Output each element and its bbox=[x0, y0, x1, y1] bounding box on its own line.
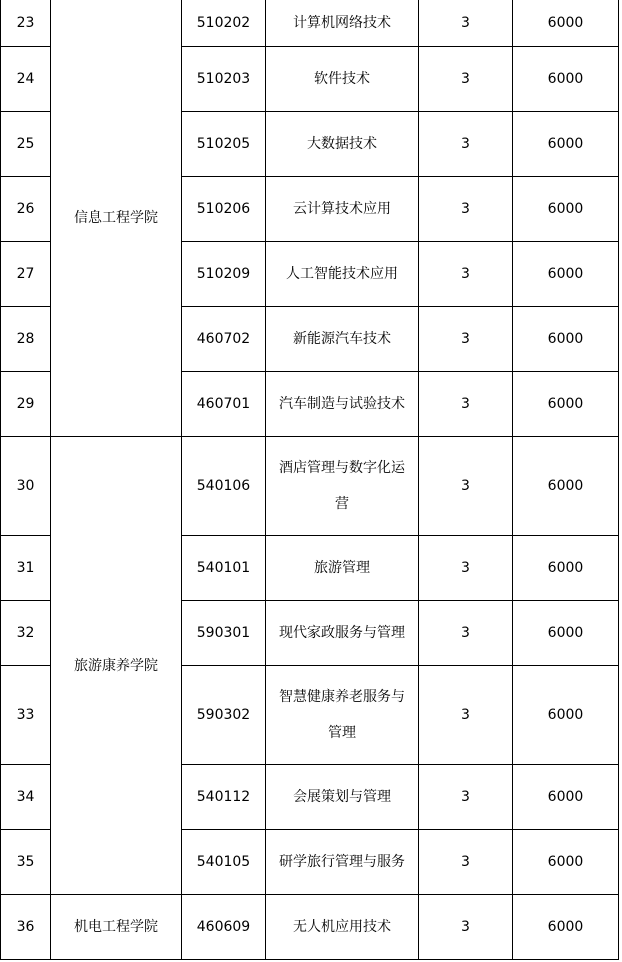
row-number: 32 bbox=[1, 601, 51, 666]
study-years: 3 bbox=[419, 536, 513, 601]
tuition-fee: 6000 bbox=[513, 47, 619, 112]
major-name: 酒店管理与数字化运营 bbox=[266, 437, 419, 536]
college-cell: 信息工程学院 bbox=[51, 0, 182, 437]
major-code: 510203 bbox=[182, 47, 266, 112]
major-name: 研学旅行管理与服务 bbox=[266, 830, 419, 895]
major-code: 540101 bbox=[182, 536, 266, 601]
study-years: 3 bbox=[419, 307, 513, 372]
tuition-fee: 6000 bbox=[513, 307, 619, 372]
row-number: 35 bbox=[1, 830, 51, 895]
tuition-fee: 6000 bbox=[513, 437, 619, 536]
major-name: 无人机应用技术 bbox=[266, 895, 419, 960]
tuition-fee: 6000 bbox=[513, 601, 619, 666]
row-number: 34 bbox=[1, 765, 51, 830]
table-row bbox=[1, 0, 619, 47]
major-code: 540105 bbox=[182, 830, 266, 895]
study-years: 3 bbox=[419, 830, 513, 895]
major-name: 云计算技术应用 bbox=[266, 177, 419, 242]
study-years: 3 bbox=[419, 112, 513, 177]
major-code: 510209 bbox=[182, 242, 266, 307]
study-years: 3 bbox=[419, 765, 513, 830]
major-name: 智慧健康养老服务与管理 bbox=[266, 666, 419, 765]
tuition-fee: 6000 bbox=[513, 765, 619, 830]
major-name: 旅游管理 bbox=[266, 536, 419, 601]
row-number: 29 bbox=[1, 372, 51, 437]
tuition-fee: 6000 bbox=[513, 895, 619, 960]
major-code: 460701 bbox=[182, 372, 266, 437]
row-number: 25 bbox=[1, 112, 51, 177]
major-name: 汽车制造与试验技术 bbox=[266, 372, 419, 437]
study-years: 3 bbox=[419, 372, 513, 437]
row-number: 30 bbox=[1, 437, 51, 536]
tuition-fee: 6000 bbox=[513, 536, 619, 601]
row-number: 23 bbox=[1, 0, 51, 47]
row-number: 36 bbox=[1, 895, 51, 960]
study-years: 3 bbox=[419, 242, 513, 307]
major-code: 510206 bbox=[182, 177, 266, 242]
major-name: 大数据技术 bbox=[266, 112, 419, 177]
major-code: 510205 bbox=[182, 112, 266, 177]
major-code: 540112 bbox=[182, 765, 266, 830]
table-row bbox=[1, 437, 619, 536]
major-code: 460702 bbox=[182, 307, 266, 372]
study-years: 3 bbox=[419, 0, 513, 47]
row-number: 24 bbox=[1, 47, 51, 112]
row-number: 27 bbox=[1, 242, 51, 307]
major-name: 现代家政服务与管理 bbox=[266, 601, 419, 666]
study-years: 3 bbox=[419, 666, 513, 765]
major-code: 590302 bbox=[182, 666, 266, 765]
row-number: 31 bbox=[1, 536, 51, 601]
major-name: 会展策划与管理 bbox=[266, 765, 419, 830]
study-years: 3 bbox=[419, 437, 513, 536]
major-name: 人工智能技术应用 bbox=[266, 242, 419, 307]
study-years: 3 bbox=[419, 177, 513, 242]
major-code: 540106 bbox=[182, 437, 266, 536]
major-code: 510202 bbox=[182, 0, 266, 47]
tuition-fee: 6000 bbox=[513, 112, 619, 177]
study-years: 3 bbox=[419, 895, 513, 960]
major-code: 590301 bbox=[182, 601, 266, 666]
tuition-fee: 6000 bbox=[513, 666, 619, 765]
row-number: 26 bbox=[1, 177, 51, 242]
tuition-fee: 6000 bbox=[513, 242, 619, 307]
major-code: 460609 bbox=[182, 895, 266, 960]
tuition-fee: 6000 bbox=[513, 372, 619, 437]
row-number: 28 bbox=[1, 307, 51, 372]
study-years: 3 bbox=[419, 601, 513, 666]
tuition-fee: 6000 bbox=[513, 177, 619, 242]
college-cell: 旅游康养学院 bbox=[51, 437, 182, 895]
major-name: 新能源汽车技术 bbox=[266, 307, 419, 372]
major-name: 软件技术 bbox=[266, 47, 419, 112]
major-name: 计算机网络技术 bbox=[266, 0, 419, 47]
college-cell: 机电工程学院 bbox=[51, 895, 182, 960]
table-row bbox=[1, 895, 619, 960]
row-number: 33 bbox=[1, 666, 51, 765]
tuition-fee: 6000 bbox=[513, 0, 619, 47]
tuition-fee: 6000 bbox=[513, 830, 619, 895]
study-years: 3 bbox=[419, 47, 513, 112]
